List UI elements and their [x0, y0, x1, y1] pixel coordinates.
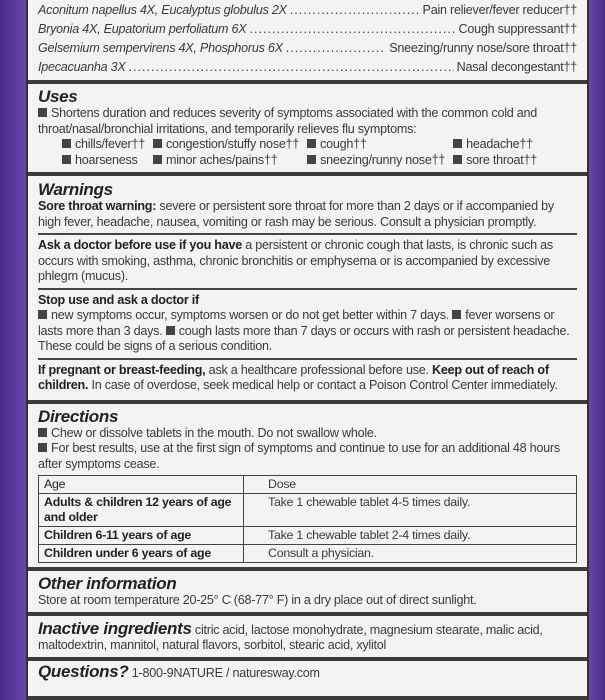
ingredient-name: Bryonia 4X, Eupatorium perfoliatum 6X [38, 22, 247, 36]
warning-label: Keep out of reach of children. [38, 362, 549, 392]
direction-text: Chew or dissolve tablets in the mouth. Do not swallow whole. [51, 425, 377, 440]
ingredient-row [38, 58, 577, 77]
table-row [39, 545, 577, 563]
warning-text: severe or persistent sore throat for more than 2 days or if accompanied by high fever, headache, nausea, vomiting or rash may be serious. Consult a physician promptly. [38, 199, 554, 229]
ingredient-name: Ipecacuanha 3X [38, 60, 126, 74]
bullet-icon [153, 155, 162, 164]
age-cell: Children 6-11 years of age [39, 527, 244, 545]
warning-text: In case of overdose, seek medical help or contact a Poison Control Center immediately. [88, 378, 558, 392]
directions-heading: Directions [38, 406, 119, 426]
leader-dots [129, 58, 454, 77]
bullet-icon [38, 310, 47, 319]
bullet-icon [62, 139, 71, 148]
warning-label: If pregnant or breast-feeding, [38, 362, 206, 377]
table-row [39, 494, 577, 527]
leader-dots [249, 20, 455, 39]
ingredient-name: Aconitum napellus 4X, Eucalyptus globulus 2X [38, 3, 287, 17]
bullet-icon [452, 310, 461, 319]
ingredient-purpose: Cough suppressant†† [458, 22, 577, 36]
ingredient-row [38, 20, 577, 39]
symptom [453, 153, 537, 169]
bullet-icon [307, 155, 316, 164]
drug-facts-panel [26, 0, 589, 700]
sore-throat-warning [38, 199, 577, 235]
inactive-text: citric acid, lactose monohydrate, magnesium stearate, malic acid, maltodextrin, mannitol, natural flavors, sorbitol, stearic acid, xylitol [38, 622, 543, 652]
warning-item: cough lasts more than 7 days or occurs with rash or persistent headache. These could be signs of a serious condition. [38, 323, 570, 353]
bullet-icon [166, 326, 175, 335]
symptom-label: congestion/stuffy nose†† [166, 137, 300, 151]
table-header-row [39, 476, 577, 494]
symptom [62, 153, 145, 169]
inactive-ingredients-section [28, 616, 587, 661]
symptom-label: minor aches/pains†† [166, 152, 278, 167]
warning-text: a persistent or chronic cough that lasts, is chronic such as occurs with smoking, asthma, chronic bronchitis or emphysema or is accompanied by excessive phlegm (mucus). [38, 238, 553, 283]
warning-item: new symptoms occur, symptoms worsen or do not get better within 7 days. [51, 308, 450, 322]
uses-section [28, 84, 587, 176]
direction-item [38, 441, 577, 472]
age-cell: Children under 6 years of age [39, 545, 244, 563]
inactive-heading: Inactive ingredients [38, 618, 192, 638]
uses-heading: Uses [38, 87, 78, 106]
symptom [62, 137, 145, 153]
ask-doctor-warning [38, 238, 577, 290]
symptom [453, 137, 537, 153]
dose-cell: Take 1 chewable tablet 4-5 times daily. [244, 494, 577, 527]
bullet-icon [307, 139, 316, 148]
ingredient-purpose: Pain reliever/fever reducer†† [422, 3, 577, 17]
dosage-table [38, 475, 577, 563]
leader-dots [290, 1, 420, 20]
questions-heading: Questions? [38, 661, 129, 681]
storage-text: Store at room temperature 20-25° C (68-77° F) in a dry place out of direct sunlight. [38, 593, 477, 607]
warnings-heading: Warnings [38, 180, 113, 199]
package-edge-left [0, 0, 26, 700]
symptom [307, 153, 445, 169]
warning-item: fever worsens or lasts more than 3 days. [38, 308, 555, 338]
warning-label: Stop use and ask a doctor if [38, 292, 199, 307]
active-ingredients-section [28, 0, 587, 84]
directions-section [28, 404, 587, 572]
symptom-label: sneezing/runny nose†† [320, 152, 446, 167]
dose-cell: Consult a physician. [244, 545, 577, 563]
warning-label: Ask a doctor before use if you have [38, 238, 243, 252]
ingredient-purpose: Nasal decongestant†† [456, 60, 577, 74]
warning-label: Sore throat warning: [38, 199, 157, 213]
symptom [307, 137, 445, 153]
bullet-icon [153, 139, 162, 148]
dose-cell: Take 1 chewable tablet 2-4 times daily. [244, 527, 577, 545]
questions-section [28, 661, 587, 700]
bullet-icon [38, 108, 47, 117]
ingredient-name: Gelsemium sempervirens 4X, Phosphorus 6X [38, 41, 283, 55]
header-dose: Dose [244, 476, 577, 494]
symptom-list [62, 137, 577, 168]
stop-use-warning [38, 293, 577, 360]
table-row [39, 527, 577, 545]
bullet-icon [62, 155, 71, 164]
other-information-section [28, 571, 587, 616]
symptom-label: cough†† [320, 137, 367, 151]
bullet-icon [453, 155, 462, 164]
warnings-section [28, 176, 587, 404]
ingredient-purpose: Sneezing/runny nose/sore throat†† [389, 41, 577, 55]
leader-dots [286, 39, 386, 58]
symptom-label: headache†† [466, 137, 533, 151]
pregnancy-warning [38, 363, 577, 397]
bullet-icon [38, 443, 47, 452]
symptom [153, 137, 299, 153]
package-edge-right [589, 0, 605, 700]
direction-text: For best results, use at the first sign of symptoms and continue to use for an additional 48 hours after symptoms cease. [38, 441, 560, 471]
other-heading: Other information [38, 574, 177, 593]
ingredient-row [38, 39, 577, 58]
bullet-icon [453, 139, 462, 148]
symptom-label: chills/fever†† [75, 137, 145, 151]
symptom-label: hoarseness [75, 152, 138, 167]
contact-info: 1-800-9NATURE / naturesway.com [128, 665, 320, 680]
symptom [153, 153, 299, 169]
bullet-icon [38, 428, 47, 437]
direction-item [38, 426, 577, 442]
uses-text: Shortens duration and reduces severity of symptoms associated with the common cold and throat/nasal/bronchial irritations, and temporarily relieves flu symptoms: [38, 106, 538, 136]
warning-text: ask a healthcare professional before use. [205, 362, 433, 377]
age-cell: Adults & children 12 years of age and older [39, 494, 244, 527]
ingredient-row [38, 1, 577, 20]
symptom-label: sore throat†† [466, 152, 538, 167]
header-age: Age [39, 476, 244, 494]
